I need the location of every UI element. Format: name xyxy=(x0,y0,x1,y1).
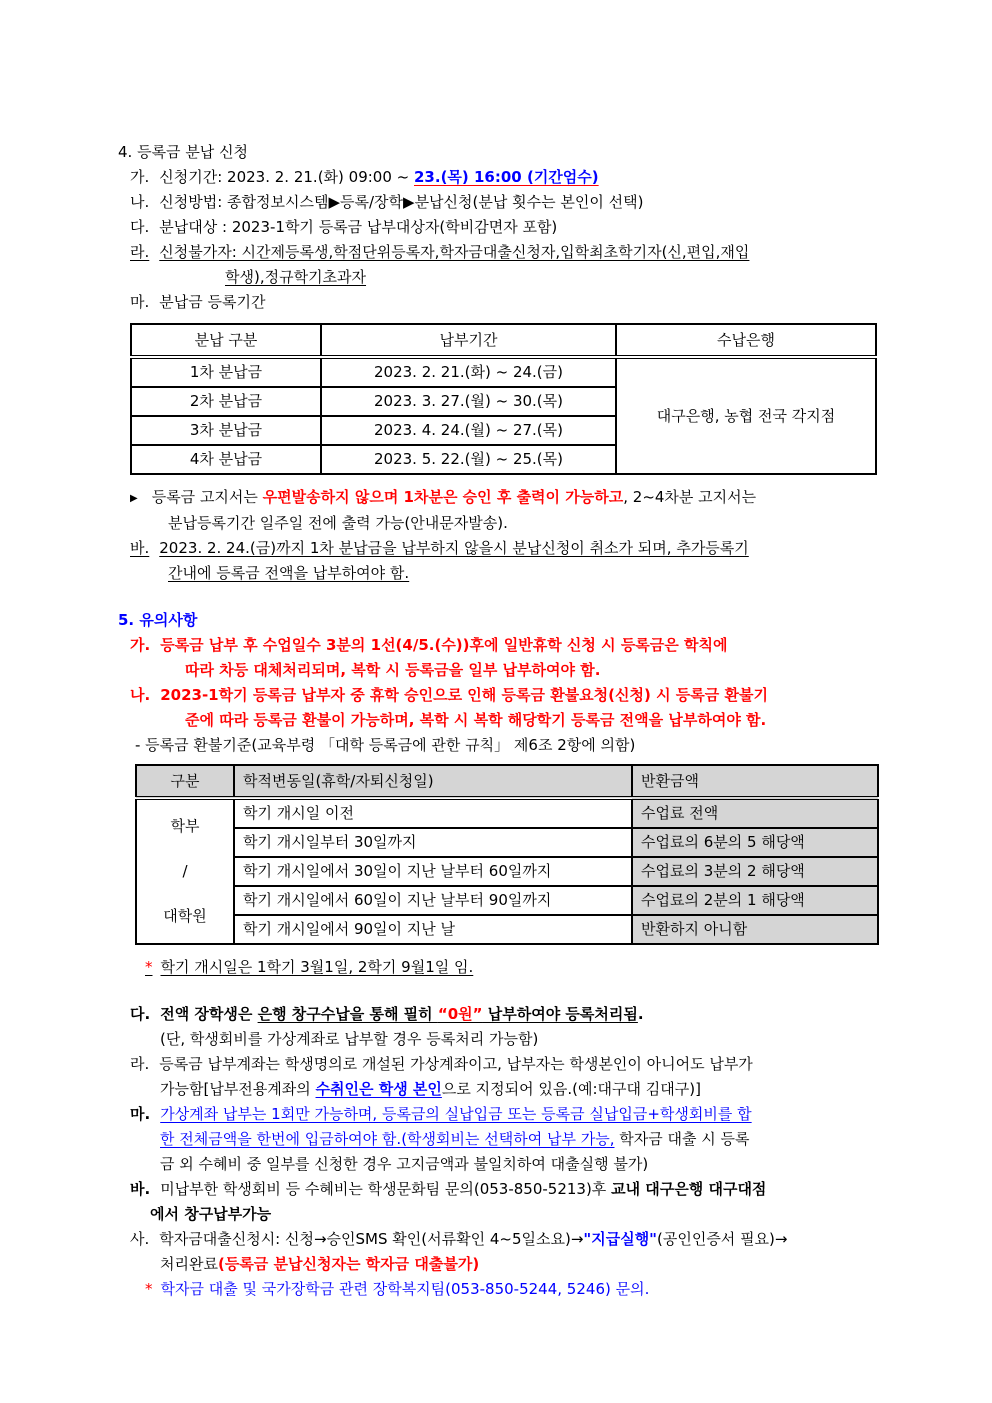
col-header-category: 분납 구분 xyxy=(131,324,321,357)
s5-ma-black2: 금 외 수혜비 중 일부를 신청한 경우 고지금액과 불일치하여 대출실행 불가) xyxy=(160,1155,649,1173)
s4-ba-text: 2023. 2. 24.(금)까지 1차 분납금을 납부하지 않을시 분납신청이 취소가 되며, 추가등록기 xyxy=(159,539,749,557)
s5-ra-text2: 으로 지정되어 있음.(예:대구대 김대구)] xyxy=(441,1080,701,1098)
s5-item-ga-cont xyxy=(118,658,902,683)
item-label: 사. xyxy=(130,1230,150,1248)
asterisk: * xyxy=(145,1280,153,1298)
table-row xyxy=(136,915,878,944)
s4-ga-text: 신청기간: 2023. 2. 21.(화) 09:00 ~ xyxy=(159,168,414,186)
s4-item-ga xyxy=(118,165,902,190)
s5-refund-basis: - 등록금 환불기준(교육부령 「대학 등록금에 관한 규칙」 제6조 2항에 의함) xyxy=(135,736,636,754)
s5-item-ma-cont2 xyxy=(118,1152,902,1177)
s4-notice xyxy=(118,485,902,511)
s5-ra-text1: 가능함[납부전용계좌의 xyxy=(160,1080,316,1098)
s4-notice-red: 우편발송하지 않으며 1차분은 승인 후 출력이 가능하고 xyxy=(262,488,624,506)
item-label: 바. xyxy=(130,1180,151,1198)
s5-item-na xyxy=(118,683,902,708)
table-row xyxy=(136,798,878,828)
cell-installment: 3차 분납금 xyxy=(131,416,321,445)
cell-period: 2023. 2. 21.(화) ~ 24.(금) xyxy=(321,357,616,387)
s4-na-text: 신청방법: 종합정보시스템▶등록/장학▶분납신청(분납 횟수는 본인이 선택) xyxy=(159,193,644,211)
cell-installment: 4차 분납금 xyxy=(131,445,321,474)
cell-change-date: 학기 개시일에서 60일이 지난 날부터 90일까지 xyxy=(234,886,632,915)
s4-notice-cont xyxy=(118,511,902,536)
s5-da-underlined1: 은행 창구수납을 통해 필히 xyxy=(257,1005,438,1023)
s5-item-ga xyxy=(118,633,902,658)
s5-item-ma-cont1 xyxy=(118,1127,902,1152)
s4-ga-deadline: 23.(목) 16:00 (기간엄수) xyxy=(414,168,599,186)
table-header-row xyxy=(136,765,878,798)
cell-change-date: 학기 개시일에서 90일이 지난 날 xyxy=(234,915,632,944)
s4-item-da xyxy=(118,215,902,240)
section5-title: 5. 유의사항 xyxy=(118,611,198,629)
item-label: 나. xyxy=(130,193,150,211)
item-label: 나. xyxy=(130,686,151,704)
cell-refund: 수업료의 2분의 1 해당액 xyxy=(632,886,878,915)
cell-refund: 반환하지 아니함 xyxy=(632,915,878,944)
item-label: 마. xyxy=(130,1105,151,1123)
s5-ma-blue2: 한 전체금액을 한번에 입금하여야 함.(학생회비는 선택하여 납부 가능, xyxy=(160,1130,615,1148)
s5-ba-text2: 에서 창구납부가능 xyxy=(150,1205,272,1223)
col-header-refund-amount: 반환금액 xyxy=(632,765,878,798)
item-label: 다. xyxy=(130,1005,151,1023)
asterisk: * xyxy=(145,958,153,976)
s5-sa-text3: 처리완료 xyxy=(160,1255,218,1273)
s5-item-da-sub xyxy=(118,1027,902,1052)
s4-ra-text: 신청불가자: 시간제등록생,학점단위등록자,학자금대출신청자,입학최초학기자(신,편입,재입 xyxy=(159,243,750,261)
col-header-division: 구분 xyxy=(136,765,234,798)
table-row xyxy=(136,828,878,857)
s4-item-ra-cont xyxy=(118,265,902,290)
s4-notice-text2: , 2~4차분 고지서는 xyxy=(623,488,757,506)
s5-item-ba-cont xyxy=(118,1202,902,1227)
s5-da-underlined2: 납부하여야 등록처리됨 xyxy=(482,1005,638,1023)
item-label: 바. xyxy=(130,539,150,557)
cell-period: 2023. 4. 24.(월) ~ 27.(목) xyxy=(321,416,616,445)
cell-installment: 2차 분납금 xyxy=(131,387,321,416)
semester-start-text: 학기 개시일은 1학기 3월1일, 2학기 9월1일 임. xyxy=(160,958,474,976)
s5-sa-text2: (공인인증서 필요)→ xyxy=(657,1230,788,1248)
table-header-row xyxy=(131,324,876,357)
table-row xyxy=(136,857,878,886)
s5-item-ba xyxy=(118,1177,902,1202)
s5-item-sa xyxy=(118,1227,902,1252)
item-label: 다. xyxy=(130,218,150,236)
triangle-bullet-icon: ▶ xyxy=(130,493,138,504)
cell-change-date: 학기 개시일부터 30일까지 xyxy=(234,828,632,857)
s5-item-ra-cont xyxy=(118,1077,902,1102)
s5-item-sa-cont xyxy=(118,1252,902,1277)
cell-refund: 수업료 전액 xyxy=(632,798,878,828)
s5-ba-bank-branch: 교내 대구은행 대구대점 xyxy=(611,1180,767,1198)
s4-notice-text3: 분납등록기간 일주일 전에 출력 가능(안내문자발송). xyxy=(168,514,508,532)
s5-na-line1: 2023-1학기 등록금 납부자 중 휴학 승인으로 인해 등록금 환불요청(신청) 시 등록금 환불기 xyxy=(160,686,768,704)
s4-ma-text: 분납금 등록기간 xyxy=(159,293,266,311)
group-line: 대학원 xyxy=(163,907,207,925)
table-row xyxy=(131,357,876,387)
s5-sa-execution: "지급실행" xyxy=(583,1230,657,1248)
cell-refund: 수업료의 6분의 5 해당액 xyxy=(632,828,878,857)
s4-item-ra xyxy=(118,240,902,265)
group-line: 학부 xyxy=(170,817,200,835)
s4-notice-text1: 등록금 고지서는 xyxy=(151,488,263,506)
col-header-change-date: 학적변동일(휴학/자퇴신청일) xyxy=(234,765,632,798)
loan-contact-note xyxy=(118,1277,902,1302)
section4-title: 4. 등록금 분납 신청 xyxy=(118,143,249,161)
s4-item-ma xyxy=(118,290,902,315)
group-line: / xyxy=(182,862,188,880)
refund-table xyxy=(135,764,879,945)
s5-na-line2: 준에 따라 등록금 환불이 가능하며, 복학 시 복학 해당학기 등록금 전액을 납부하여야 함. xyxy=(185,711,767,729)
s5-ba-text1: 미납부한 학생회비 등 수혜비는 학생문화팀 문의(053-850-5213)후 xyxy=(160,1180,612,1198)
cell-refund: 수업료의 3분의 2 해당액 xyxy=(632,857,878,886)
loan-contact-text: 학자금 대출 및 국가장학금 관련 장학복지팀(053-850-5244, 5246) 문의. xyxy=(160,1280,650,1298)
s5-da-zero-won: “0원” xyxy=(437,1005,483,1023)
cell-period: 2023. 5. 22.(월) ~ 25.(목) xyxy=(321,445,616,474)
semester-start-note xyxy=(118,955,902,980)
s4-item-na xyxy=(118,190,902,215)
col-header-period: 납부기간 xyxy=(321,324,616,357)
item-label: 가. xyxy=(130,636,151,654)
s5-ma-black1: 학자금 대출 시 등록 xyxy=(614,1130,750,1148)
s5-da-text1: 전액 장학생은 xyxy=(160,1005,258,1023)
s4-item-ba xyxy=(118,536,902,561)
cell-period: 2023. 3. 27.(월) ~ 30.(목) xyxy=(321,387,616,416)
s5-item-ra xyxy=(118,1052,902,1077)
s5-item-ma xyxy=(118,1102,902,1127)
s5-item-na-cont xyxy=(118,708,902,733)
s5-ga-line1: 등록금 납부 후 수업일수 3분의 1선(4/5.(수))후에 일반휴학 신청 시 등록금은 학칙에 xyxy=(160,636,728,654)
cell-group xyxy=(136,798,234,944)
s5-item-da xyxy=(118,1002,902,1027)
s4-item-ba-cont xyxy=(118,561,902,586)
col-header-bank: 수납은행 xyxy=(616,324,876,357)
item-label: 마. xyxy=(130,293,150,311)
item-label: 가. xyxy=(130,168,150,186)
s5-ra-line1: 등록금 납부계좌는 학생명의로 개설된 가상계좌이고, 납부자는 학생본인이 아니어도 납부가 xyxy=(159,1055,753,1073)
item-label: 라. xyxy=(130,243,150,261)
s5-sa-text1: 학자금대출신청시: 신청→승인SMS 확인(서류확인 4~5일소요)→ xyxy=(159,1230,584,1248)
s5-da-period: . xyxy=(637,1005,644,1023)
s5-ma-blue1: 가상계좌 납부는 1회만 가능하며, 등록금의 실납입금 또는 등록금 실납입금+학생회비를 합 xyxy=(160,1105,752,1123)
s4-da-text: 분납대상 : 2023-1학기 등록금 납부대상자(학비감면자 포함) xyxy=(159,218,558,236)
cell-change-date: 학기 개시일에서 30일이 지난 날부터 60일까지 xyxy=(234,857,632,886)
s5-sa-no-loan: (등록금 분납신청자는 학자금 대출불가) xyxy=(217,1255,480,1273)
s5-ga-line2: 따라 차등 대체처리되며, 복학 시 등록금을 일부 납부하여야 함. xyxy=(185,661,601,679)
cell-installment: 1차 분납금 xyxy=(131,357,321,387)
s4-ra-text2: 학생),정규학기초과자 xyxy=(225,268,367,286)
s4-ba-text2: 간내에 등록금 전액을 납부하여야 함. xyxy=(168,564,410,582)
s5-ra-payee: 수취인은 학생 본인 xyxy=(315,1080,442,1098)
item-label: 라. xyxy=(130,1055,150,1073)
cell-bank: 대구은행, 농협 전국 각지점 xyxy=(616,357,876,474)
cell-change-date: 학기 개시일 이전 xyxy=(234,798,632,828)
table-row xyxy=(136,886,878,915)
installment-table xyxy=(130,323,877,475)
s5-da-sub-text: (단, 학생회비를 가상계좌로 납부할 경우 등록처리 가능함) xyxy=(160,1030,539,1048)
